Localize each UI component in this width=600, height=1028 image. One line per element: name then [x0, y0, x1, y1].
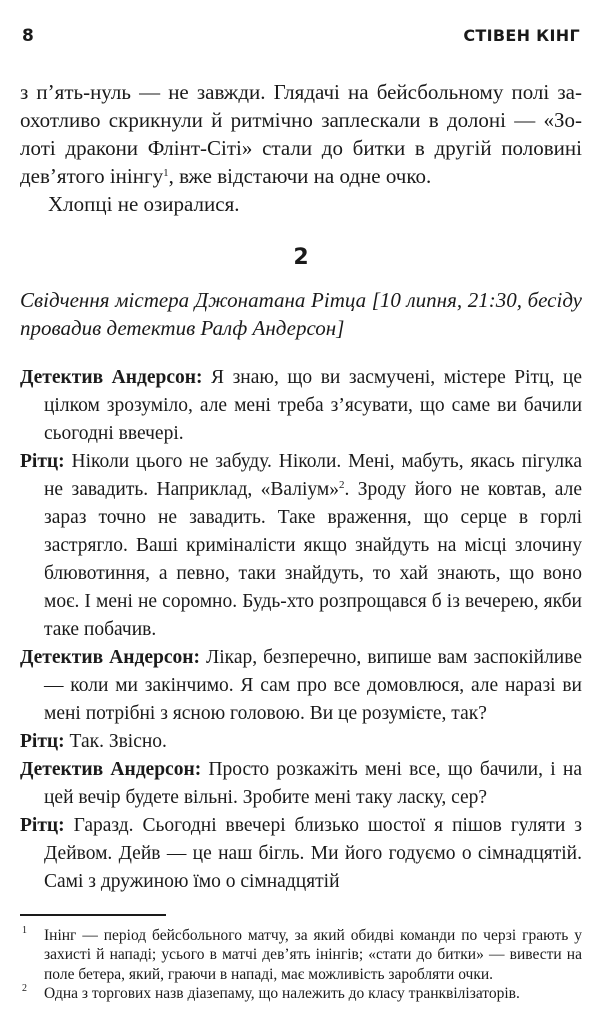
dialog-turn — [20, 644, 582, 728]
dialog-text: Ніколи цього не забуду. Ніколи. Мені, мабуть, якась пігулка не завадить. Наприклад, «Валіум» — [44, 451, 582, 500]
footnote-mark: 1 — [22, 925, 27, 936]
running-head — [20, 26, 582, 48]
dialog-turn — [20, 728, 582, 756]
dialog-turn — [20, 812, 582, 896]
footnote-divider — [20, 914, 166, 916]
dialog-text: Гаразд. Сьогодні ввечері близько шостої я пішов гуляти з Дейвом. Дейв — це наш бігль. Ми його годуємо о сімнадцятій. Самі з дружиною їмо о сімнадцятій — [44, 815, 582, 892]
footnote-reference[interactable]: 1 — [163, 167, 169, 179]
page-number: 8 — [22, 26, 34, 46]
interview-transcript — [20, 364, 582, 896]
footnote-mark: 2 — [22, 982, 27, 994]
dialog-text: Так. Звісно. — [64, 731, 167, 752]
dialog-turn — [20, 448, 582, 644]
dialog-text: Я знаю, що ви засмучені, містере Рітц, це цілком зрозуміло, але мені треба з’ясувати, що саме ви бачили сьогодні ввечері. — [44, 367, 582, 444]
narrative-paragraph — [20, 78, 582, 190]
footnote — [20, 984, 582, 1003]
footnote-reference[interactable]: 2 — [339, 479, 345, 491]
section-title: Свідчення містера Джонатана Рітца [10 липня, 21:30, бесіду провадив детектив Ралф Андерсон] — [20, 288, 582, 340]
footnote-area — [20, 914, 582, 1003]
speaker-label: Рітц: — [20, 731, 65, 752]
footnote — [20, 926, 582, 984]
dialog-text: Лікар, безперечно, випише вам заспокійливе — коли ми закінчимо. Я сам про все домовлюся, але наразі ви мені потрібні з ясною головою. Ви це розумієте, так? — [44, 647, 582, 724]
section-number: 2 — [293, 245, 309, 270]
running-head-author: СТІВЕН КІНГ — [463, 26, 580, 45]
footnotes — [20, 926, 582, 1003]
dialog-text: Просто розкажіть мені все, що бачили, і на цей вечір будете вільні. Зробите мені таку ласку, сер? — [44, 759, 582, 808]
dialog-turn — [20, 364, 582, 448]
speaker-label: Рітц: — [20, 815, 65, 836]
speaker-label: Рітц: — [20, 451, 65, 472]
paragraph-text: , вже відстаючи на одне очко. — [168, 164, 432, 188]
speaker-label: Детектив Андерсон: — [20, 759, 202, 780]
narrative-paragraph: Хлопці не озиралися. — [48, 192, 240, 216]
dialog-turn — [20, 756, 582, 812]
footnote-text: Одна з торгових назв діазепаму, що належить до класу транквілізаторів. — [44, 984, 520, 1002]
speaker-label: Детектив Андерсон: — [20, 367, 203, 388]
footnote-text: Інінг — період бейсбольного матчу, за який обидві команди по черзі грають у захисті й нападі; усього в матчі дев’ять інінгів; «стати до битки» — вивести на поле бетера, який, граючи в нападі, має можливість заробляти очки. — [44, 927, 582, 983]
speaker-label: Детектив Андерсон: — [20, 647, 200, 668]
paragraph-text: з п’ять-нуль — не завжди. Глядачі на бейсбольному полі заохотливо скрикнули й ритмічно заплескали в долоні — «Золоті дракони Флінт-Сіті» стали до битки в другій половині дев’ятого інінгу — [20, 80, 582, 188]
dialog-text: . Зроду його не ковтав, але зараз точно не завадить. Таке враження, що серце в горлі застрягло. Ваші криміналісти якщо знайдуть на місці злочину блювотиння, а певно, таки знайдуть, то хай знають, що воно моє. І мені не соромно. Будь-хто розпрощався б із вечерею, якби таке побачив. — [44, 479, 582, 640]
narrative-block — [20, 78, 582, 218]
